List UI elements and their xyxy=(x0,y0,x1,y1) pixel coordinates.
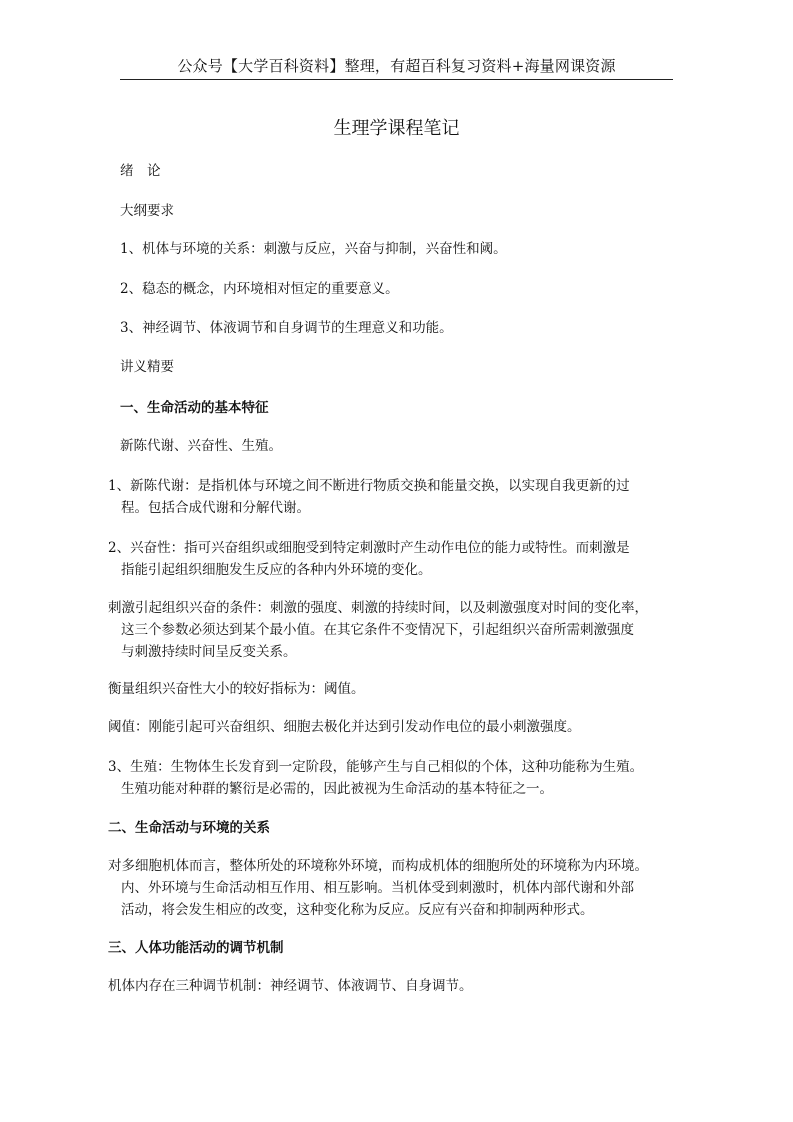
outline-item: 1、机体与环境的关系：刺激与反应，兴奋与抑制，兴奋性和阈。 xyxy=(120,241,507,257)
paragraph-line: 生殖功能对种群的繁衍是必需的，因此被视为生命活动的基本特征之一。 xyxy=(121,781,553,797)
outline-item: 2、稳态的概念，内环境相对恒定的重要意义。 xyxy=(120,281,399,297)
paragraph-line: 3、生殖：生物体生长发育到一定阶段，能够产生与自己相似的个体，这种功能称为生殖。 xyxy=(108,759,644,775)
section-heading: 三、人体功能活动的调节机制 xyxy=(108,940,284,956)
paragraph-line: 与刺激持续时间呈反变关系。 xyxy=(121,644,297,660)
paragraph-measure: 衡量组织兴奋性大小的较好指标为：阈值。 xyxy=(108,681,365,697)
paragraph-line: 2、兴奋性：指可兴奋组织或细胞受到特定刺激时产生动作电位的能力或特性。而刺激是 xyxy=(108,540,630,556)
paragraph-line: 刺激引起组织兴奋的条件：刺激的强度、刺激的持续时间，以及刺激强度对时间的变化率， xyxy=(108,600,648,616)
intro-heading: 绪 论 xyxy=(120,163,161,179)
paragraph-line: 指能引起组织细胞发生反应的各种内外环境的变化。 xyxy=(121,562,432,578)
header-rule xyxy=(120,79,673,80)
paragraph-excitability xyxy=(108,537,683,581)
paragraph-line: 活动，将会发生相应的改变，这种变化称为反应。反应有兴奋和抑制两种形式。 xyxy=(121,902,594,918)
outline-item: 3、神经调节、体液调节和自身调节的生理意义和功能。 xyxy=(120,320,453,336)
section-summary: 新陈代谢、兴奋性、生殖。 xyxy=(120,438,282,454)
paragraph-reproduction xyxy=(108,756,683,800)
page-title: 生理学课程笔记 xyxy=(333,118,460,139)
paragraph-environment xyxy=(108,855,683,921)
paragraph-metabolism xyxy=(108,475,683,519)
paragraph-line: 对多细胞机体而言，整体所处的环境称外环境，而构成机体的细胞所处的环境称为内环境。 xyxy=(108,858,648,874)
page-header: 公众号【大学百科资料】整理，有超百科复习资料+海量网课资源 xyxy=(177,57,616,75)
outline-label: 大纲要求 xyxy=(120,203,174,219)
paragraph-regulation: 机体内存在三种调节机制：神经调节、体液调节、自身调节。 xyxy=(108,978,473,994)
paragraph-line: 程。包括合成代谢和分解代谢。 xyxy=(121,500,310,516)
paragraph-line: 1、新陈代谢：是指机体与环境之间不断进行物质交换和能量交换，以实现自我更新的过 xyxy=(108,478,630,494)
lecture-label: 讲义精要 xyxy=(120,359,174,375)
paragraph-line: 内、外环境与生命活动相互作用、相互影响。当机体受到刺激时，机体内部代谢和外部 xyxy=(121,880,634,896)
section-heading: 二、生命活动与环境的关系 xyxy=(108,820,270,836)
section-heading: 一、生命活动的基本特征 xyxy=(120,400,269,416)
paragraph-threshold: 阈值：刚能引起可兴奋组织、细胞去极化并达到引发动作电位的最小刺激强度。 xyxy=(108,719,581,735)
paragraph-line: 这三个参数必须达到某个最小值。在其它条件不变情况下，引起组织兴奋所需刺激强度 xyxy=(121,622,634,638)
paragraph-stimulus-conditions xyxy=(108,597,683,663)
